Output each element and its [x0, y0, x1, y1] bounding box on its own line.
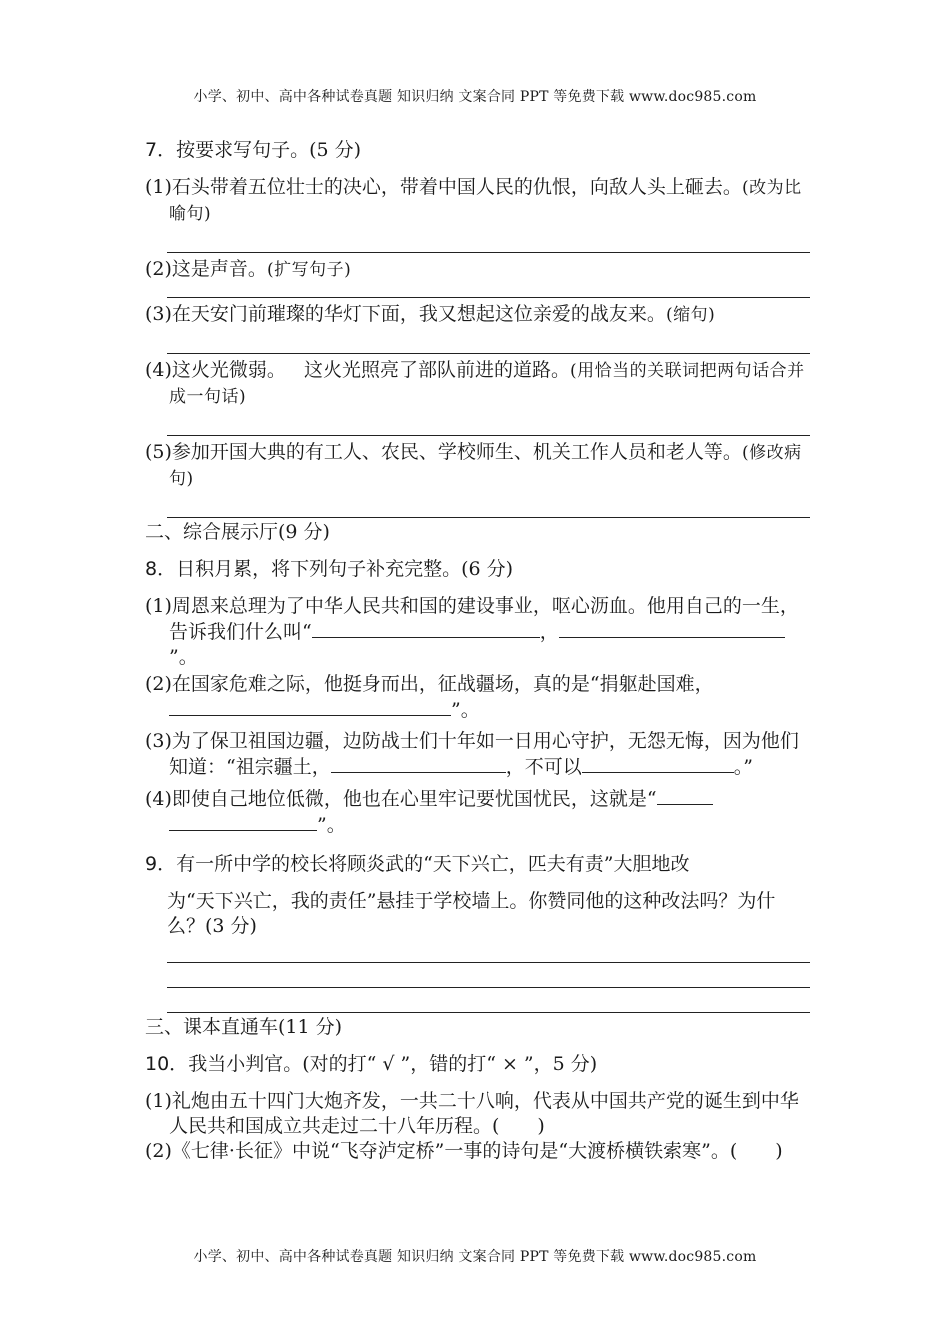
answer-line[interactable] — [167, 296, 810, 298]
q10-item-1 — [145, 1089, 810, 1139]
fill-blank[interactable] — [312, 619, 540, 638]
question-number: 9． — [145, 853, 177, 875]
item-number: (5) — [145, 441, 172, 463]
item-text: ， — [539, 621, 559, 643]
section-2-heading: 二、综合展示厅(9 分) — [145, 521, 330, 543]
fill-blank[interactable] — [661, 619, 785, 638]
answer-line[interactable] — [167, 961, 810, 963]
item-number: (4) — [145, 359, 172, 381]
q7-item-1 — [145, 175, 810, 227]
answer-line[interactable] — [167, 434, 810, 436]
item-text: 在国家危难之际，他挺身而出，征战疆场，真的是“捐躯赴国难， — [171, 673, 714, 695]
item-text: 周恩来总理为了中华人民共和国的建设事业，呕心沥血。他用自己的一生，告诉我们什么叫“ — [169, 595, 799, 643]
item-text: 礼炮由五十四门大炮齐发，一共二十八响，代表从中国共产党的诞生到中华人民共和国成立共走过二十八年历程。( ) — [169, 1090, 799, 1137]
item-text: 《七律·长征》中说“飞夺泸定桥”一事的诗句是“大渡桥横铁索寒”。( ) — [171, 1140, 783, 1162]
question-text: 日积月累，将下列句子补充完整。(6 分) — [176, 558, 514, 580]
question-text: 我当小判官。(对的打“ √ ”，错的打“ × ”，5 分) — [188, 1053, 598, 1075]
item-note: (缩句) — [665, 305, 716, 325]
question-text: 有一所中学的校长将顾炎武的“天下兴亡，匹夫有责”大胆地改 — [176, 853, 690, 875]
item-text: ，不可以 — [505, 756, 582, 778]
question-text: 为“天下兴亡，我的责任”悬挂于学校墙上。你赞同他的这种改法吗？为什么？(3 分) — [167, 890, 776, 937]
item-text: 为了保卫祖国边疆，边防战士们十年如一日用心守护，无怨无悔，因为他们知道：“祖宗疆土， — [169, 730, 799, 778]
item-text: ”。 — [451, 699, 480, 721]
item-number: (1) — [145, 1090, 172, 1112]
item-number: (2) — [145, 1140, 172, 1162]
question-text: 按要求写句子。(5 分) — [176, 139, 362, 161]
item-number: (2) — [145, 258, 172, 280]
item-number: (1) — [145, 595, 172, 617]
item-text: 在天安门前璀璨的华灯下面，我又想起这位亲爱的战友来。 — [171, 303, 666, 325]
fill-blank[interactable] — [657, 786, 713, 805]
item-number: (3) — [145, 730, 172, 752]
item-note: (改为比喻句) — [169, 178, 802, 224]
question-number: 10． — [145, 1053, 189, 1075]
question-7-title — [145, 138, 810, 163]
q7-item-5 — [145, 440, 810, 492]
fill-blank[interactable] — [331, 754, 506, 773]
item-text: ”。 — [169, 646, 198, 668]
item-note: (用恰当的关联词把两句话合并成一句话) — [169, 361, 805, 407]
question-10-title — [145, 1052, 810, 1077]
item-text: 这是声音。 — [171, 258, 267, 280]
item-text: 石头带着五位壮士的决心，带着中国人民的仇恨，向敌人头上砸去。 — [171, 176, 742, 198]
q7-item-3 — [145, 302, 810, 328]
question-8-title — [145, 557, 810, 582]
answer-line[interactable] — [167, 986, 810, 988]
question-number: 8． — [145, 558, 177, 580]
section-3-heading: 三、课本直通车(11 分) — [145, 1016, 343, 1038]
item-text: 参加开国大典的有工人、农民、学校师生、机关工作人员和老人等。 — [171, 441, 742, 463]
item-text: 即使自己地位低微，他也在心里牢记要忧国忧民，这就是“ — [171, 788, 657, 810]
worksheet-content — [145, 134, 810, 1164]
item-note: (扩写句子) — [266, 260, 352, 280]
fill-blank[interactable] — [559, 619, 661, 638]
item-number: (4) — [145, 788, 172, 810]
item-number: (2) — [145, 673, 172, 695]
item-text: ”。 — [317, 814, 346, 836]
fill-blank[interactable] — [658, 754, 734, 773]
q10-item-2 — [145, 1139, 810, 1164]
page-header: 小学、初中、高中各种试卷真题 知识归纳 文案合同 PPT 等免费下载 www.doc985.com — [193, 89, 757, 105]
item-number: (1) — [145, 176, 172, 198]
q8-item-1 — [145, 594, 810, 670]
q8-item-2 — [145, 672, 810, 723]
fill-blank[interactable] — [169, 812, 317, 831]
item-note: (修改病句) — [169, 443, 802, 489]
question-9-cont — [145, 889, 810, 939]
q8-item-4 — [145, 786, 810, 838]
q8-item-3 — [145, 729, 810, 780]
question-9 — [145, 852, 810, 877]
answer-line[interactable] — [167, 251, 810, 253]
page-footer: 小学、初中、高中各种试卷真题 知识归纳 文案合同 PPT 等免费下载 www.doc985.com — [193, 1249, 757, 1265]
item-text: 。” — [733, 756, 753, 778]
q7-item-2 — [145, 257, 810, 283]
answer-line[interactable] — [167, 352, 810, 354]
fill-blank[interactable] — [582, 754, 658, 773]
answer-line[interactable] — [167, 1011, 810, 1013]
item-text: 这火光微弱。 这火光照亮了部队前进的道路。 — [171, 359, 571, 381]
item-number: (3) — [145, 303, 172, 325]
question-number: 7． — [145, 139, 177, 161]
q7-item-4 — [145, 358, 810, 410]
answer-line[interactable] — [167, 516, 810, 518]
fill-blank[interactable] — [169, 697, 451, 716]
